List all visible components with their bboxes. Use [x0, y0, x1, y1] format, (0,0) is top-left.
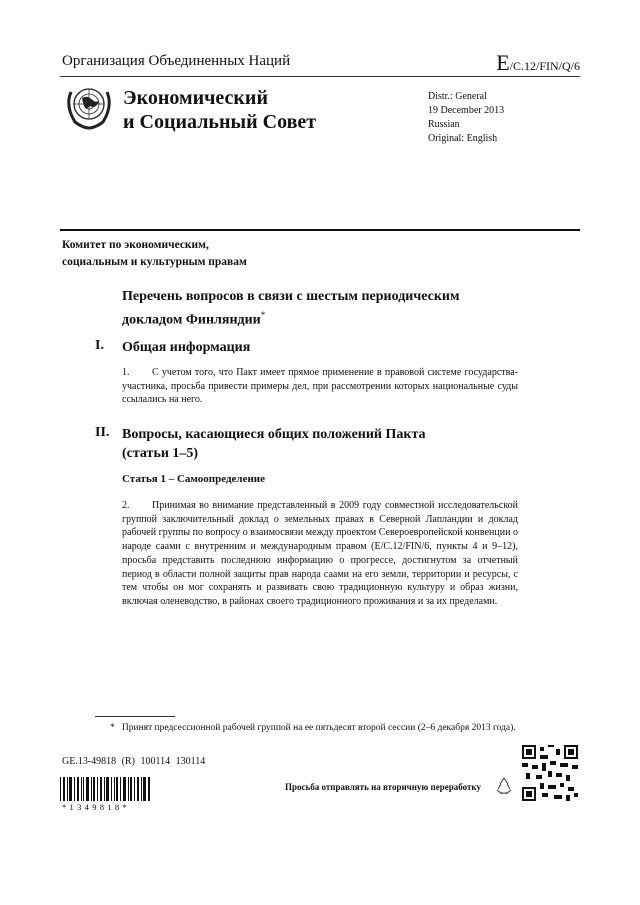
paragraph-text: Принимая во внимание представленный в 2009 году совместной исследовательской группой заключительный доклад о земельных правах в Северной Лапландии и доклад рабочей группы по вопросу о взаимосвязи между проектом Североевропейской конвенции о народе саами с внутренним и международным правом (E/C.12/FIN/6, пункты 4 и 9–12), просьба представить последнюю информацию о прогрессе, достигнутом за отчетный период в области полной защиты прав народа саами на его земли, территории и ресурсы, с тем чтобы он мог сохранять и развивать свою традиционную культуру и образ жизни, включая оленеводство, в районах своего традиционного проживания и за их пределами.	[122, 500, 518, 607]
organization-name: Организация Объединенных Наций	[62, 53, 291, 69]
paragraph-number: 2.	[122, 500, 130, 511]
footnote-marker: *	[110, 723, 115, 733]
recycle-icon	[494, 776, 514, 796]
section-title-line-2: (статьи 1–5)	[122, 446, 199, 461]
section-number: II.	[95, 425, 110, 440]
section-title	[122, 425, 426, 463]
paragraph	[122, 366, 518, 407]
language: Russian	[428, 119, 460, 130]
header-rule	[60, 76, 580, 77]
barcode-number: *1349818*	[62, 802, 130, 812]
symbol-letter: E	[496, 50, 510, 75]
document-symbol	[496, 50, 580, 76]
council-line-1: Экономический	[123, 87, 268, 109]
document-title	[122, 287, 460, 330]
un-emblem-icon	[64, 82, 114, 130]
date: 19 December 2013	[428, 105, 505, 116]
title-line-2: докладом Финляндии	[122, 312, 261, 328]
symbol-rest: /C.12/FIN/Q/6	[509, 59, 580, 73]
recycle-notice: Просьба отправлять на вторичную переработку	[285, 782, 481, 792]
job-number: GE.13-49818 (R) 100114 130114	[62, 756, 206, 767]
paragraph-text: С учетом того, что Пакт имеет прямое применение в правовой системе государства-участника, просьба привести примеры дел, при рассмотрении которых национальные суды ссылались на него.	[122, 367, 518, 406]
footnote	[110, 722, 520, 735]
title-rule	[60, 229, 580, 231]
committee-line-2: социальным и культурным правам	[62, 256, 247, 268]
footnote-rule	[95, 716, 175, 717]
council-name	[123, 86, 316, 134]
article-heading: Статья 1 – Самоопределение	[122, 473, 266, 485]
distribution-block	[428, 90, 504, 146]
committee-name	[62, 237, 247, 271]
barcode-icon	[60, 777, 150, 801]
footnote-marker: *	[260, 310, 266, 320]
council-line-2: и Социальный Совет	[123, 111, 317, 133]
section-title-line-1: Вопросы, касающиеся общих положений Пакта	[122, 427, 426, 442]
section-number: I.	[95, 338, 104, 353]
footnote-text: Принят предсессионной рабочей группой на ее пятьдесят второй сессии (2–6 декабря 2013 года).	[121, 723, 516, 733]
title-line-1: Перечень вопросов в связи с шестым периодическим	[122, 289, 460, 304]
committee-line-1: Комитет по экономическим,	[62, 239, 209, 251]
section-title: Общая информация	[122, 340, 251, 355]
paragraph	[122, 499, 518, 609]
distribution: Distr.: General	[428, 91, 487, 102]
paragraph-number: 1.	[122, 367, 130, 378]
original-language: Original: English	[428, 133, 498, 144]
qr-code-icon	[522, 745, 578, 801]
